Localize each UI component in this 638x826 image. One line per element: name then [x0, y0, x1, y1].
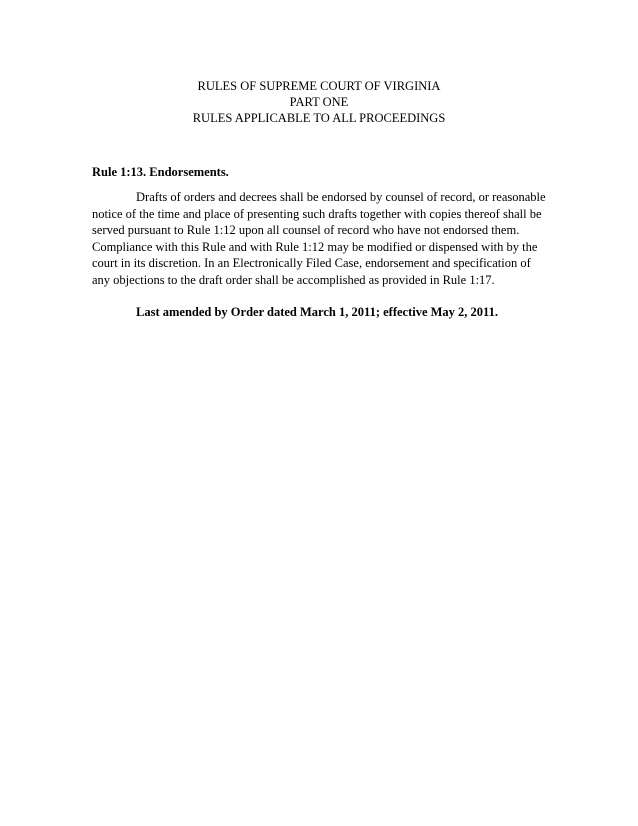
document-header [0, 78, 638, 126]
rule-body-line: notice of the time and place of presenting such drafts together with copies thereof shall be [92, 206, 542, 221]
rule-body-line: any objections to the draft order shall be accomplished as provided in Rule 1:17. [92, 272, 495, 287]
rule-body-line: court in its discretion. In an Electronically Filed Case, endorsement and specification of [92, 256, 531, 270]
rule-heading: Rule 1:13. Endorsements. [92, 165, 229, 179]
header-subtitle: RULES APPLICABLE TO ALL PROCEEDINGS [192, 111, 446, 125]
rule-body-line: Compliance with this Rule and with Rule 1:12 may be modified or dispensed with by the [92, 239, 538, 254]
rule-body [92, 189, 546, 288]
header-part: PART ONE [289, 95, 349, 109]
rule-body-line: served pursuant to Rule 1:12 upon all counsel of record who have not endorsed them. [92, 223, 520, 237]
header-court-title: RULES OF SUPREME COURT OF VIRGINIA [197, 79, 441, 93]
amendment-note: Last amended by Order dated March 1, 2011; effective May 2, 2011. [136, 305, 498, 319]
rule-body-line: Drafts of orders and decrees shall be endorsed by counsel of record, or reasonable [136, 190, 546, 204]
